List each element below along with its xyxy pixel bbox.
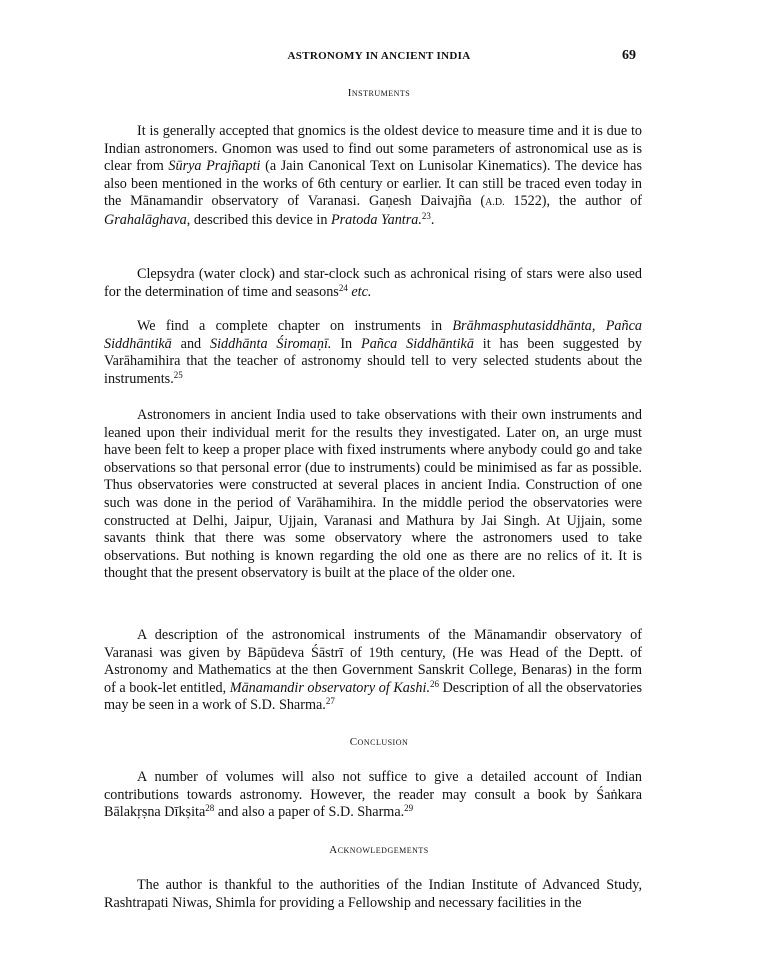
footnote-ref-24[interactable]: 24 [338, 282, 348, 293]
paragraph-acknowledgements: The author is thankful to the authorities of the Indian Institute of Advanced Study, Rashtrapati Niwas, Shimla for providing a Fellowship and necessary facilities in the [104, 877, 642, 911]
section-heading-instruments: Instruments [347, 87, 411, 99]
footnote-ref-26[interactable]: 26 [430, 678, 439, 689]
section-heading-acknowledgements: Acknowledgements [329, 844, 429, 856]
footnote-ref-23[interactable]: 23 [421, 210, 431, 221]
paragraph-manamandir: A description of the astronomical instruments of the Mānamandir observatory of Varanasi was given by Bāpūdeva Śāstrī of 19th century, (He was Head of the Deptt. of Astronomy and Mathematics at the then Government Sanskrit College, Benaras) in the form of a book-let entitled, Mānamandir observatory of Kashi.$^{26}$ Description of all the observatories may be seen in a work of S.D. Sharma.$^{27}$ [104, 627, 642, 714]
running-title: ASTRONOMY IN ANCIENT INDIA [287, 50, 471, 62]
paragraph-clepsydra: Clepsydra (water clock) and star-clock such as achronical rising of stars were also used for the determination of time and seasons$^{24}$ etc. [104, 266, 642, 300]
paragraph-observatories: Astronomers in ancient India used to take observations with their own instruments and leaned upon their individual merit for the results they investigated. Later on, an urge must have been felt to keep a proper place with fixed instruments where anybody could go and take observations so that personal error (due to instruments) could be minimised as far as possible. Thus observatories were constructed at several places in ancient India. Construction of one such was done in the period of Varāhamihira. In the middle period the observatories were constructed at Delhi, Jaipur, Ujjain, Varanasi and Mathura by Jai Singh. At Ujjain, some savants think that there was some observatory where the astronomers used to take observations. But nothing is known regarding the old one as there are no relics of it. It is thought that the present observatory is built at the place of the older one. [104, 407, 642, 582]
paragraph-gnomon: It is generally accepted that gnomics is the oldest device to measure time and it is due to Indian astronomers. Gnomon was used to find out some parameters of astronomical use as is clear from Sūrya Prajñapti (a Jain Canonical Text on Lunisolar Kinematics). The device has also been mentioned in the works of 6th century or earlier. It can still be traced even today in the Mānamandir observatory of Varanasi. Gaṇesh Daivajña (A.D. 1522), the author of Grahalāghava, described this device in Pratoda Yantra.$^{23}$. [104, 123, 643, 228]
paragraph-conclusion: A number of volumes will also not suffice to give a detailed account of Indian contributions towards astronomy. However, the reader may consult a book by Śaṅkara Bālakṛṣna Dīkṣita$^{28}$ and also a paper of S.D. Sharma.$^{29}$ [104, 769, 642, 821]
page-number: 69 [622, 48, 636, 63]
footnote-ref-27[interactable]: 27 [325, 696, 335, 707]
paragraph-instrument-texts: We find a complete chapter on instruments in Brāhmasphutasiddhānta, Pañca Siddhāntikā and Siddhānta Śiromaṇī. In Pañca Siddhāntikā it has been suggested by Varāhamihira that the teacher of astronomy should tell to very selected students about the instruments.$^{25}$ [104, 318, 642, 387]
footnote-ref-28[interactable]: 28 [205, 803, 215, 814]
footnote-ref-29[interactable]: 29 [404, 803, 414, 814]
footnote-ref-25[interactable]: 25 [173, 369, 183, 380]
section-heading-conclusion: Conclusion [349, 736, 409, 748]
